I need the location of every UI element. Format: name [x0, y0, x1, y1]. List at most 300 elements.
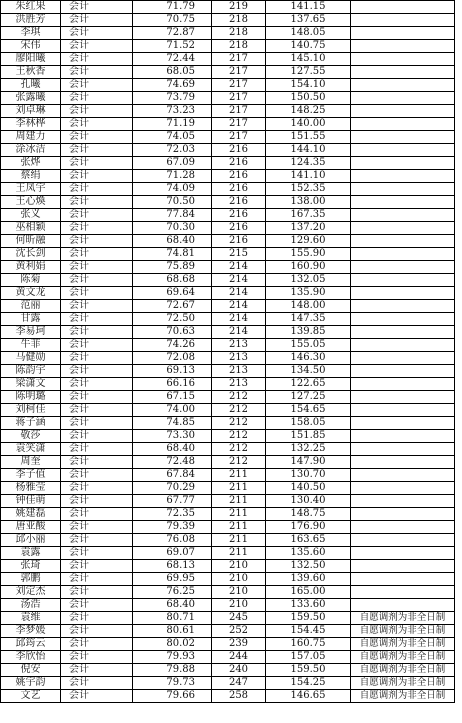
note-cell — [351, 196, 455, 209]
table-row — [1, 365, 455, 378]
score-cell: 68.40 — [133, 235, 212, 248]
score-cell: 70.29 — [133, 482, 212, 495]
table-row — [1, 14, 455, 27]
table-row — [1, 157, 455, 170]
total-cell: 214 — [212, 300, 266, 313]
note-cell: 自愿调剂为非全日制 — [351, 625, 455, 638]
score-cell: 72.08 — [133, 352, 212, 365]
note-cell — [351, 560, 455, 573]
final-cell: 124.35 — [266, 157, 351, 170]
total-cell: 213 — [212, 378, 266, 391]
note-cell — [351, 40, 455, 53]
score-cell: 76.25 — [133, 586, 212, 599]
major-cell: 会计 — [61, 651, 133, 664]
final-cell: 130.40 — [266, 495, 351, 508]
total-cell: 214 — [212, 326, 266, 339]
score-cell: 75.89 — [133, 261, 212, 274]
note-cell — [351, 495, 455, 508]
total-cell: 211 — [212, 521, 266, 534]
note-cell — [351, 235, 455, 248]
total-cell: 212 — [212, 456, 266, 469]
total-cell: 216 — [212, 144, 266, 157]
major-cell: 会计 — [61, 612, 133, 625]
total-cell: 212 — [212, 404, 266, 417]
total-cell: 212 — [212, 417, 266, 430]
total-cell: 247 — [212, 677, 266, 690]
total-cell: 245 — [212, 612, 266, 625]
major-cell: 会计 — [61, 92, 133, 105]
final-cell: 148.05 — [266, 27, 351, 40]
score-cell: 68.40 — [133, 599, 212, 612]
score-cell: 80.71 — [133, 612, 212, 625]
major-cell: 会计 — [61, 638, 133, 651]
table-row — [1, 209, 455, 222]
name-cell: 刘卓琳 — [1, 105, 61, 118]
final-cell: 148.25 — [266, 105, 351, 118]
name-cell: 宋伟 — [1, 40, 61, 53]
note-cell: 自愿调剂为非全日制 — [351, 664, 455, 677]
final-cell: 155.05 — [266, 339, 351, 352]
final-cell: 145.10 — [266, 53, 351, 66]
score-cell: 80.02 — [133, 638, 212, 651]
major-cell: 会计 — [61, 586, 133, 599]
table-row — [1, 66, 455, 79]
score-cell: 72.35 — [133, 508, 212, 521]
name-cell: 李梦媛 — [1, 625, 61, 638]
table-row — [1, 339, 455, 352]
major-cell: 会计 — [61, 482, 133, 495]
major-cell: 会计 — [61, 261, 133, 274]
total-cell: 219 — [212, 1, 266, 14]
total-cell: 217 — [212, 131, 266, 144]
total-cell: 217 — [212, 92, 266, 105]
note-cell — [351, 482, 455, 495]
table-row — [1, 521, 455, 534]
final-cell: 137.65 — [266, 14, 351, 27]
major-cell: 会计 — [61, 105, 133, 118]
major-cell: 会计 — [61, 235, 133, 248]
total-cell: 217 — [212, 66, 266, 79]
score-cell: 70.63 — [133, 326, 212, 339]
total-cell: 217 — [212, 79, 266, 92]
name-cell: 黄利娟 — [1, 261, 61, 274]
table-row — [1, 261, 455, 274]
score-cell: 70.50 — [133, 196, 212, 209]
major-cell: 会计 — [61, 560, 133, 573]
table-row — [1, 417, 455, 430]
major-cell: 会计 — [61, 430, 133, 443]
major-cell: 会计 — [61, 287, 133, 300]
name-cell: 袁露 — [1, 547, 61, 560]
score-cell: 79.88 — [133, 664, 212, 677]
total-cell: 210 — [212, 573, 266, 586]
total-cell: 211 — [212, 469, 266, 482]
final-cell: 148.75 — [266, 508, 351, 521]
note-cell — [351, 313, 455, 326]
score-cell: 73.23 — [133, 105, 212, 118]
table-row — [1, 196, 455, 209]
table-row — [1, 573, 455, 586]
name-cell: 王心煥 — [1, 196, 61, 209]
major-cell: 会计 — [61, 53, 133, 66]
final-cell: 154.45 — [266, 625, 351, 638]
name-cell: 蔡绢 — [1, 170, 61, 183]
major-cell: 会计 — [61, 521, 133, 534]
score-cell: 70.75 — [133, 14, 212, 27]
table-row — [1, 53, 455, 66]
major-cell: 会计 — [61, 456, 133, 469]
table-row — [1, 547, 455, 560]
major-cell: 会计 — [61, 131, 133, 144]
major-cell: 会计 — [61, 417, 133, 430]
table-row — [1, 27, 455, 40]
name-cell: 周奎 — [1, 456, 61, 469]
final-cell: 140.50 — [266, 482, 351, 495]
major-cell: 会计 — [61, 534, 133, 547]
score-cell: 74.85 — [133, 417, 212, 430]
note-cell — [351, 92, 455, 105]
table-row — [1, 404, 455, 417]
major-cell: 会计 — [61, 599, 133, 612]
total-cell: 214 — [212, 313, 266, 326]
note-cell — [351, 352, 455, 365]
final-cell: 147.90 — [266, 456, 351, 469]
total-cell: 216 — [212, 222, 266, 235]
final-cell: 135.90 — [266, 287, 351, 300]
score-cell: 73.30 — [133, 430, 212, 443]
name-cell: 李子值 — [1, 469, 61, 482]
major-cell: 会计 — [61, 625, 133, 638]
note-cell — [351, 300, 455, 313]
major-cell: 会计 — [61, 183, 133, 196]
name-cell: 洪胜芳 — [1, 14, 61, 27]
score-cell: 72.87 — [133, 27, 212, 40]
note-cell — [351, 378, 455, 391]
name-cell: 周建力 — [1, 131, 61, 144]
score-cell: 70.30 — [133, 222, 212, 235]
total-cell: 216 — [212, 170, 266, 183]
major-cell: 会计 — [61, 677, 133, 690]
name-cell: 唐亚酸 — [1, 521, 61, 534]
total-cell: 214 — [212, 261, 266, 274]
name-cell: 甘露 — [1, 313, 61, 326]
total-cell: 215 — [212, 248, 266, 261]
score-cell: 74.69 — [133, 79, 212, 92]
name-cell: 黄文龙 — [1, 287, 61, 300]
note-cell: 自愿调剂为非全日制 — [351, 677, 455, 690]
name-cell: 朱红果 — [1, 1, 61, 14]
note-cell — [351, 14, 455, 27]
total-cell: 213 — [212, 352, 266, 365]
name-cell: 袁笑潇 — [1, 443, 61, 456]
name-cell: 马健勋 — [1, 352, 61, 365]
score-cell: 72.50 — [133, 313, 212, 326]
major-cell: 会计 — [61, 66, 133, 79]
major-cell: 会计 — [61, 508, 133, 521]
score-cell: 67.84 — [133, 469, 212, 482]
major-cell: 会计 — [61, 300, 133, 313]
final-cell: 127.55 — [266, 66, 351, 79]
total-cell: 218 — [212, 14, 266, 27]
note-cell — [351, 521, 455, 534]
name-cell: 陈菊 — [1, 274, 61, 287]
note-cell: 自愿调剂为非全日制 — [351, 690, 455, 703]
name-cell: 邱筠云 — [1, 638, 61, 651]
table-row — [1, 508, 455, 521]
major-cell: 会计 — [61, 339, 133, 352]
total-cell: 214 — [212, 274, 266, 287]
note-cell — [351, 183, 455, 196]
note-cell — [351, 430, 455, 443]
score-cell: 69.64 — [133, 287, 212, 300]
total-cell: 213 — [212, 365, 266, 378]
total-cell: 211 — [212, 482, 266, 495]
major-cell: 会计 — [61, 222, 133, 235]
major-cell: 会计 — [61, 157, 133, 170]
score-cell: 74.09 — [133, 183, 212, 196]
name-cell: 张烨 — [1, 157, 61, 170]
table-row — [1, 560, 455, 573]
score-cell: 69.95 — [133, 573, 212, 586]
total-cell: 217 — [212, 118, 266, 131]
name-cell: 李易珂 — [1, 326, 61, 339]
total-cell: 218 — [212, 40, 266, 53]
score-cell: 68.40 — [133, 443, 212, 456]
note-cell — [351, 1, 455, 14]
note-cell — [351, 365, 455, 378]
table-row — [1, 248, 455, 261]
results-table-body — [1, 1, 455, 703]
name-cell: 沈长剑 — [1, 248, 61, 261]
final-cell: 132.25 — [266, 443, 351, 456]
table-row — [1, 586, 455, 599]
note-cell — [351, 534, 455, 547]
final-cell: 137.20 — [266, 222, 351, 235]
note-cell — [351, 456, 455, 469]
final-cell: 159.50 — [266, 664, 351, 677]
score-cell: 72.44 — [133, 53, 212, 66]
total-cell: 216 — [212, 235, 266, 248]
name-cell: 蒋子涵 — [1, 417, 61, 430]
total-cell: 218 — [212, 27, 266, 40]
name-cell: 刘定杰 — [1, 586, 61, 599]
major-cell: 会计 — [61, 547, 133, 560]
major-cell: 会计 — [61, 690, 133, 703]
note-cell: 自愿调剂为非全日制 — [351, 651, 455, 664]
name-cell: 王秋香 — [1, 66, 61, 79]
final-cell: 151.55 — [266, 131, 351, 144]
note-cell — [351, 417, 455, 430]
score-cell: 68.13 — [133, 560, 212, 573]
table-row — [1, 690, 455, 703]
score-cell: 79.73 — [133, 677, 212, 690]
table-row — [1, 79, 455, 92]
major-cell: 会计 — [61, 14, 133, 27]
final-cell: 154.25 — [266, 677, 351, 690]
name-cell: 张义 — [1, 209, 61, 222]
score-cell: 67.15 — [133, 391, 212, 404]
total-cell: 240 — [212, 664, 266, 677]
table-row — [1, 313, 455, 326]
final-cell: 160.75 — [266, 638, 351, 651]
table-row — [1, 144, 455, 157]
total-cell: 239 — [212, 638, 266, 651]
table-row — [1, 235, 455, 248]
table-row — [1, 612, 455, 625]
note-cell — [351, 391, 455, 404]
note-cell — [351, 170, 455, 183]
name-cell: 李欣怡 — [1, 651, 61, 664]
total-cell: 258 — [212, 690, 266, 703]
major-cell: 会计 — [61, 469, 133, 482]
name-cell: 张露曦 — [1, 92, 61, 105]
name-cell: 汤浩 — [1, 599, 61, 612]
final-cell: 154.10 — [266, 79, 351, 92]
final-cell: 129.60 — [266, 235, 351, 248]
name-cell: 王凤宇 — [1, 183, 61, 196]
score-cell: 72.03 — [133, 144, 212, 157]
table-row — [1, 118, 455, 131]
final-cell: 160.90 — [266, 261, 351, 274]
name-cell: 郭鹏 — [1, 573, 61, 586]
score-cell: 66.16 — [133, 378, 212, 391]
name-cell: 倪安 — [1, 664, 61, 677]
table-row — [1, 638, 455, 651]
major-cell: 会计 — [61, 378, 133, 391]
total-cell: 216 — [212, 157, 266, 170]
major-cell: 会计 — [61, 27, 133, 40]
final-cell: 157.05 — [266, 651, 351, 664]
table-row — [1, 222, 455, 235]
total-cell: 216 — [212, 209, 266, 222]
name-cell: 钟佳萌 — [1, 495, 61, 508]
score-cell: 74.00 — [133, 404, 212, 417]
total-cell: 244 — [212, 651, 266, 664]
name-cell: 刘柯佳 — [1, 404, 61, 417]
final-cell: 140.00 — [266, 118, 351, 131]
note-cell — [351, 105, 455, 118]
name-cell: 张琦 — [1, 560, 61, 573]
name-cell: 文艺 — [1, 690, 61, 703]
note-cell — [351, 274, 455, 287]
final-cell: 132.05 — [266, 274, 351, 287]
final-cell: 141.15 — [266, 1, 351, 14]
total-cell: 211 — [212, 495, 266, 508]
final-cell: 146.65 — [266, 690, 351, 703]
final-cell: 159.50 — [266, 612, 351, 625]
final-cell: 140.75 — [266, 40, 351, 53]
score-cell: 67.77 — [133, 495, 212, 508]
table-row — [1, 326, 455, 339]
note-cell — [351, 287, 455, 300]
table-row — [1, 378, 455, 391]
table-row — [1, 300, 455, 313]
table-row — [1, 495, 455, 508]
table-row — [1, 599, 455, 612]
final-cell: 141.10 — [266, 170, 351, 183]
final-cell: 127.25 — [266, 391, 351, 404]
final-cell: 158.05 — [266, 417, 351, 430]
note-cell — [351, 209, 455, 222]
score-cell: 77.84 — [133, 209, 212, 222]
major-cell: 会计 — [61, 196, 133, 209]
note-cell — [351, 339, 455, 352]
major-cell: 会计 — [61, 573, 133, 586]
table-row — [1, 456, 455, 469]
note-cell — [351, 404, 455, 417]
score-cell: 74.26 — [133, 339, 212, 352]
note-cell — [351, 248, 455, 261]
name-cell: 敬莎 — [1, 430, 61, 443]
note-cell — [351, 547, 455, 560]
final-cell: 165.00 — [266, 586, 351, 599]
total-cell: 211 — [212, 534, 266, 547]
major-cell: 会计 — [61, 495, 133, 508]
note-cell — [351, 586, 455, 599]
table-row — [1, 92, 455, 105]
total-cell: 252 — [212, 625, 266, 638]
major-cell: 会计 — [61, 274, 133, 287]
major-cell: 会计 — [61, 118, 133, 131]
name-cell: 孔曦 — [1, 79, 61, 92]
score-cell: 79.66 — [133, 690, 212, 703]
final-cell: 154.65 — [266, 404, 351, 417]
table-row — [1, 443, 455, 456]
note-cell — [351, 144, 455, 157]
total-cell: 212 — [212, 391, 266, 404]
final-cell: 139.60 — [266, 573, 351, 586]
name-cell: 姚建磊 — [1, 508, 61, 521]
total-cell: 211 — [212, 547, 266, 560]
name-cell: 陈韵宇 — [1, 365, 61, 378]
note-cell — [351, 131, 455, 144]
table-row — [1, 1, 455, 14]
score-cell: 74.81 — [133, 248, 212, 261]
major-cell: 会计 — [61, 443, 133, 456]
table-row — [1, 430, 455, 443]
final-cell: 130.70 — [266, 469, 351, 482]
final-cell: 155.90 — [266, 248, 351, 261]
total-cell: 213 — [212, 339, 266, 352]
total-cell: 217 — [212, 53, 266, 66]
table-row — [1, 183, 455, 196]
note-cell — [351, 66, 455, 79]
table-row — [1, 534, 455, 547]
major-cell: 会计 — [61, 40, 133, 53]
table-row — [1, 391, 455, 404]
table-row — [1, 664, 455, 677]
final-cell: 163.65 — [266, 534, 351, 547]
name-cell: 姚宇韵 — [1, 677, 61, 690]
final-cell: 144.10 — [266, 144, 351, 157]
name-cell: 邱小丽 — [1, 534, 61, 547]
final-cell: 148.00 — [266, 300, 351, 313]
note-cell — [351, 508, 455, 521]
score-cell: 67.09 — [133, 157, 212, 170]
note-cell — [351, 53, 455, 66]
total-cell: 210 — [212, 586, 266, 599]
final-cell: 132.50 — [266, 560, 351, 573]
name-cell: 涂冰洁 — [1, 144, 61, 157]
score-cell: 71.28 — [133, 170, 212, 183]
table-row — [1, 287, 455, 300]
final-cell: 146.30 — [266, 352, 351, 365]
score-cell: 79.93 — [133, 651, 212, 664]
major-cell: 会计 — [61, 404, 133, 417]
total-cell: 217 — [212, 105, 266, 118]
total-cell: 212 — [212, 430, 266, 443]
table-row — [1, 482, 455, 495]
